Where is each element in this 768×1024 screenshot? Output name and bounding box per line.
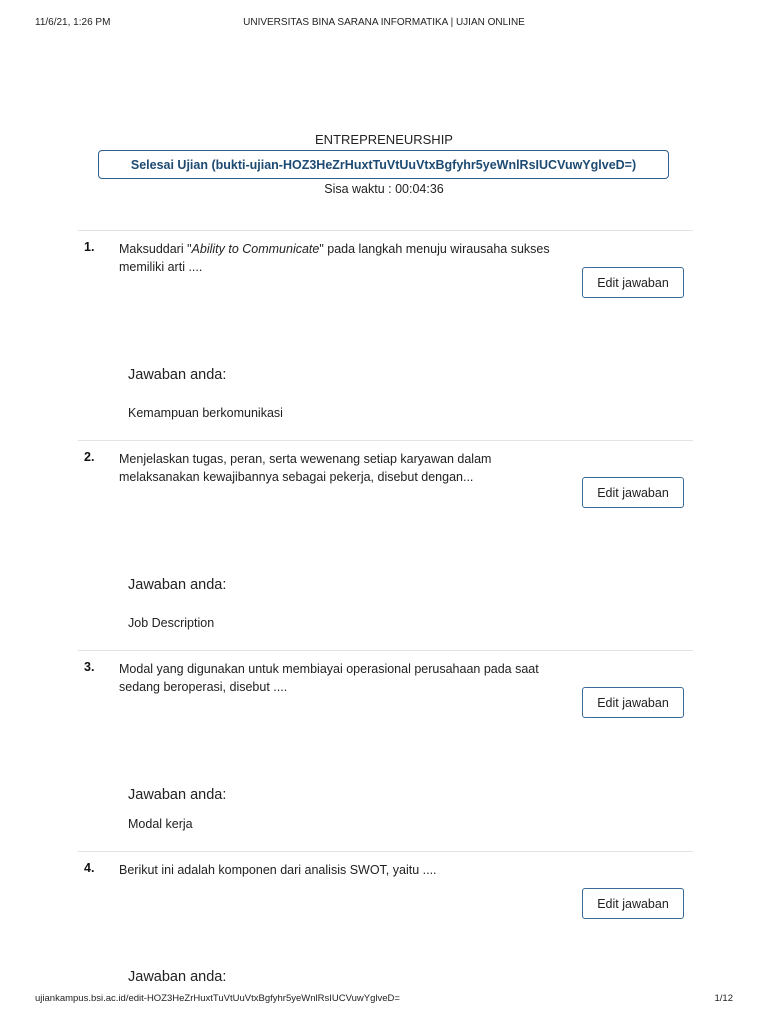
question-number: 4. [84, 861, 95, 875]
question-item [78, 440, 693, 650]
question-item [78, 230, 693, 440]
print-page-number: 1/12 [714, 993, 733, 1004]
question-text-part: Maksuddari " [119, 242, 192, 256]
question-item [78, 650, 693, 851]
question-list [78, 230, 693, 1002]
question-text: Modal yang digunakan untuk membiayai operasional perusahaan pada saat sedang beroperasi, disebut .... [119, 662, 539, 694]
answer-value: Job Description [128, 616, 215, 630]
question-text-part: " pada langkah menuju wirausaha sukses memiliki arti .... [119, 242, 550, 274]
edit-answer-button[interactable]: Edit jawaban [582, 267, 684, 298]
print-url: ujiankampus.bsi.ac.id/edit-HOZ3HeZrHuxtTuVtUuVtxBgfyhr5yeWnlRsIUCVuwYglveD= [35, 993, 400, 1004]
print-datetime: 11/6/21, 1:26 PM [35, 17, 111, 28]
answer-label: Jawaban anda: [128, 577, 227, 593]
question-text: Berikut ini adalah komponen dari analisis SWOT, yaitu .... [119, 863, 437, 877]
answer-value: Modal kerja [128, 817, 193, 831]
remaining-time: Sisa waktu : 00:04:36 [324, 182, 444, 196]
question-text-emphasis: Ability to Communicate [191, 242, 320, 256]
question-number: 3. [84, 660, 95, 674]
edit-answer-button[interactable]: Edit jawaban [582, 687, 684, 718]
answer-value: Kemampuan berkomunikasi [128, 406, 283, 420]
answer-label: Jawaban anda: [128, 367, 227, 383]
question-number: 2. [84, 450, 95, 464]
answer-label: Jawaban anda: [128, 787, 227, 803]
edit-answer-button[interactable]: Edit jawaban [582, 477, 684, 508]
question-text [119, 240, 554, 276]
course-title: ENTREPRENEURSHIP [315, 132, 453, 147]
print-page-title: UNIVERSITAS BINA SARANA INFORMATIKA | UJIAN ONLINE [243, 17, 525, 28]
answer-label: Jawaban anda: [128, 969, 227, 985]
question-number: 1. [84, 240, 95, 254]
edit-answer-button[interactable]: Edit jawaban [582, 888, 684, 919]
question-text: Menjelaskan tugas, peran, serta wewenang setiap karyawan dalam melaksanakan kewajibannya sebagai pekerja, disebut dengan... [119, 452, 492, 484]
finish-exam-button[interactable]: Selesai Ujian (bukti-ujian-HOZ3HeZrHuxtTuVtUuVtxBgfyhr5yeWnlRsIUCVuwYglveD=) [98, 150, 669, 179]
question-item [78, 851, 693, 1002]
